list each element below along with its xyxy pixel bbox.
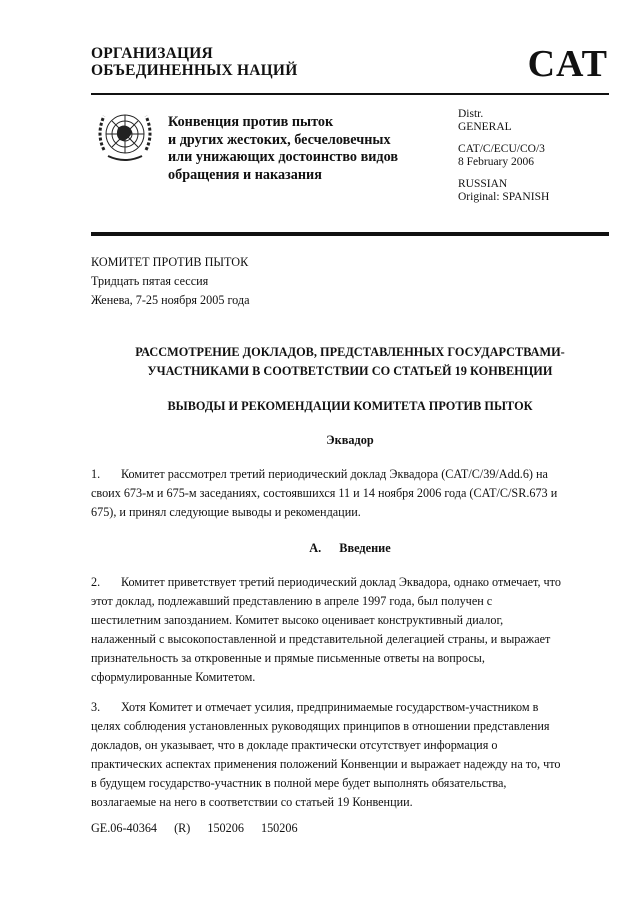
document-date: 8 February 2006 (458, 156, 535, 168)
paragraph-line: возлагаемые на него в соответствии со статьей 19 Конвенции. (91, 795, 413, 809)
header-bottom-divider (91, 232, 609, 236)
language-code: (R) (174, 821, 191, 835)
document-series-symbol: CAT (527, 43, 608, 85)
convention-line: и других жестоких, бесчеловечных (168, 131, 391, 148)
convention-line: обращения и наказания (168, 166, 322, 183)
paragraph-line: своих 673-м и 675-м заседаниях, состоявшихся 11 и 14 ноября 2006 года (CAT/C/SR.673 и (91, 486, 558, 500)
original-language: Original: SPANISH (458, 191, 550, 203)
paragraph-line: Комитет рассмотрел третий периодический доклад Эквадора (CAT/C/39/Add.6) на (121, 467, 548, 481)
paragraph-line: сформулированные Комитетом. (91, 670, 256, 684)
convention-line: или унижающих достоинство видов (168, 149, 398, 165)
header-divider (91, 93, 609, 95)
main-title (91, 343, 609, 381)
committee-place-dates: Женева, 7-25 ноября 2005 года (91, 293, 250, 307)
organization-line-1: ОРГАНИЗАЦИЯ (91, 45, 213, 62)
convention-line: Конвенция против пыток (168, 114, 334, 130)
paragraph-line: целях соблюдения установленных руководящих принципов в отношении представления (91, 719, 550, 733)
document-symbol: CAT/C/ECU/CO/3 (458, 143, 545, 155)
paragraph-2 (91, 573, 609, 687)
footer-date-2: 150206 (260, 821, 298, 835)
convention-title (168, 114, 398, 184)
paragraph-line: докладов, он указывает, что в докладе практически отсутствует информация о (91, 738, 498, 752)
paragraph-number: 1. (91, 467, 101, 481)
footer-job-info (91, 821, 312, 836)
paragraph-3 (91, 698, 609, 812)
paragraph-line: этот доклад, подлежавший представлению в апреле 1997 года, был получен с (91, 594, 493, 608)
country-heading: Эквадор (326, 433, 374, 447)
section-title: Введение (339, 541, 391, 555)
committee-block (91, 253, 250, 310)
paragraph-line: признательность за откровенные и прямые письменные ответы на вопросы, (91, 651, 485, 665)
paragraph-line: Хотя Комитет и отмечает усилия, предпринимаемые государством-участником в (121, 700, 539, 714)
document-metadata (458, 108, 549, 204)
main-title-line: УЧАСТНИКАМИ В СООТВЕТСТВИИ СО СТАТЬЕЙ 19 КОНВЕНЦИИ (147, 364, 553, 378)
distribution-label: Distr. (458, 108, 484, 120)
un-emblem-icon (94, 106, 156, 168)
paragraph-line: налаженный с высокопоставленной и представительной делегацией страны, и выражает (91, 632, 551, 646)
main-title-line: РАССМОТРЕНИЕ ДОКЛАДОВ, ПРЕДСТАВЛЕННЫХ ГОСУДАРСТВАМИ- (135, 345, 565, 359)
section-letter: A. (309, 541, 322, 555)
organization-line-2: ОБЪЕДИНЕННЫХ НАЦИЙ (91, 62, 298, 79)
paragraph-line: в будущем государство-участник в полной мере будет выполнять обязательства, (91, 776, 507, 790)
document-language: RUSSIAN (458, 178, 508, 190)
organization-name (91, 45, 297, 79)
subtitle: ВЫВОДЫ И РЕКОМЕНДАЦИИ КОМИТЕТА ПРОТИВ ПЫТОК (167, 399, 533, 413)
committee-name: КОМИТЕТ ПРОТИВ ПЫТОК (91, 255, 249, 269)
paragraph-line: практических аспектах применения положений Конвенции и выражает надежду на то, что (91, 757, 561, 771)
footer-date-1: 150206 (207, 821, 244, 835)
paragraph-line: 675), и принял следующие выводы и рекомендации. (91, 505, 361, 519)
paragraph-line: Комитет приветствует третий периодический доклад Эквадора, однако отмечает, что (121, 575, 561, 589)
paragraph-1 (91, 465, 609, 522)
section-a-heading (91, 539, 609, 558)
job-number: GE.06-40364 (91, 821, 158, 835)
committee-session: Тридцать пятая сессия (91, 274, 209, 288)
paragraph-number: 2. (91, 575, 101, 589)
paragraph-number: 3. (91, 700, 101, 714)
distribution-value: GENERAL (458, 121, 512, 133)
paragraph-line: шестилетним запозданием. Комитет высоко оценивает конструктивный диалог, (91, 613, 504, 627)
